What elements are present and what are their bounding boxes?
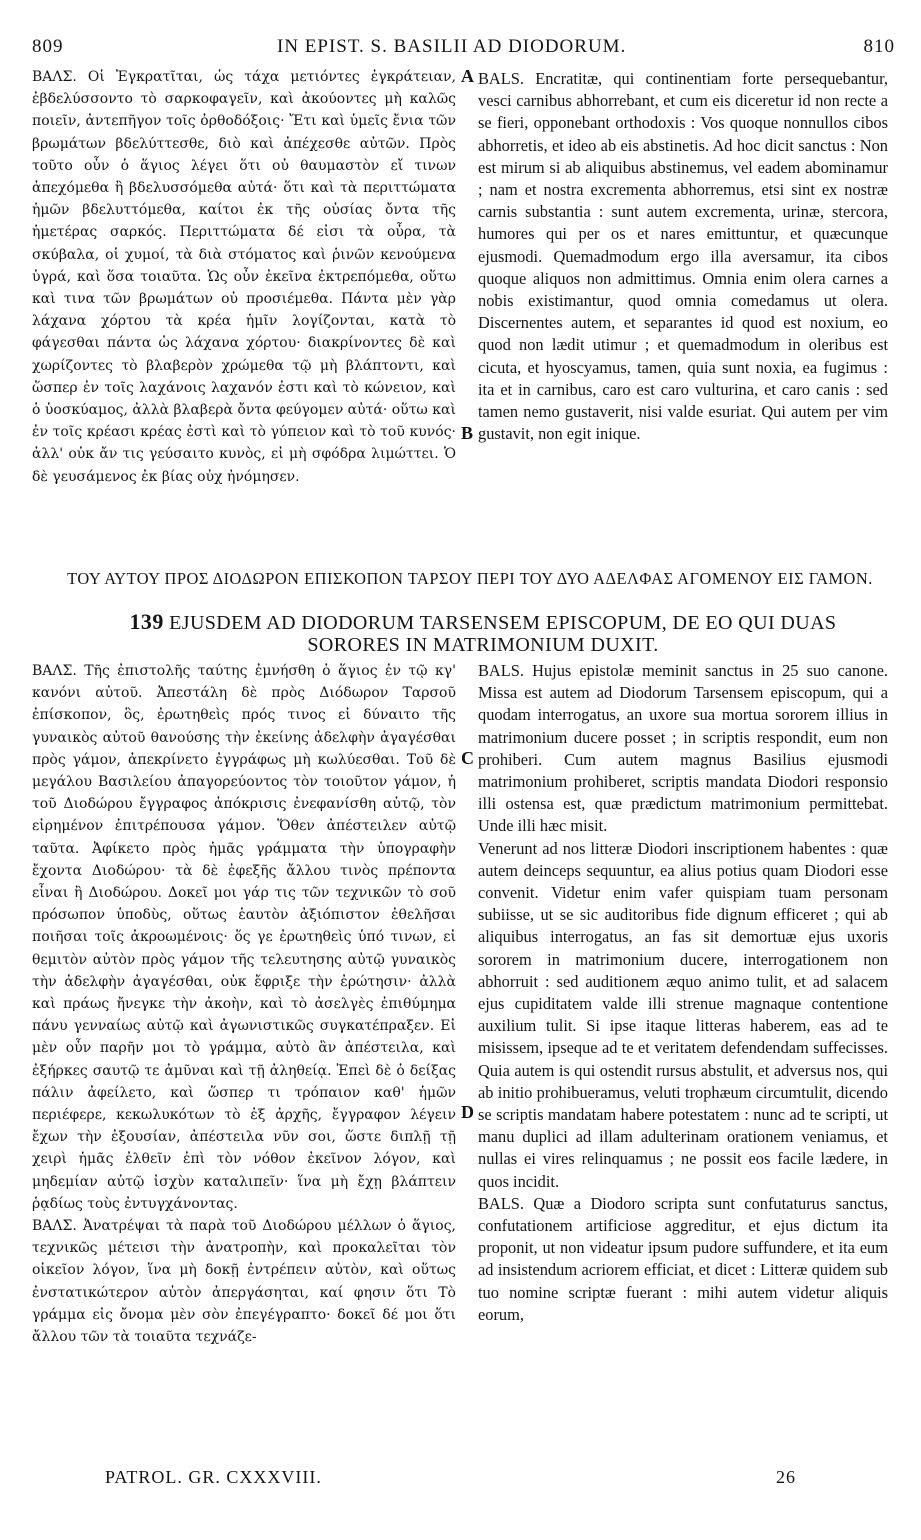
latin-paragraph: Venerunt ad nos litteræ Diodori inscriptionem habentes : quæ autem deinceps sequuntur, ea alius potius quam Diodori esse convenit. Videtur enim vafer quispiam tuam personam subiisse, ut se sic auditoribus fide dignum efficeret ; qui ab aliquibus interrogatus, an fas sit demortuæ ejus uxoris sororem in matrimonium ducere, interrogationem non abhorruit : sed auditionem æquo animo tulit, et ad salacem ejus cupiditatem valde illi strenue magnaque contentione auxilium tulit. Si ipse itaque litteras haberem, eas ad te misissem, ipseque ad te et veritatem defendendam suffecisses. Quia autem is qui ostendit rursus abstulit, et adversus nos, qui ab initio prohibueramus, veluti trophæum circumtulit, dicendo se scriptis mandatam habere potestatem : nunc ad te scripti, ut manu duplici ad illam adulterinam orationem veniamus, et nullas ei vires relinquamus ; ne possit eos facile lædere, in quos incidit.: [478, 838, 888, 1191]
greek-paragraph: ΒΑΛΣ. Τῆς ἐπιστολῆς ταύτης ἐμνήσθη ὁ ἅγιος ἐν τῷ κγ' κανόνι αὐτοῦ. Ἀπεστάλη δὲ πρὸς Διόδωρον Ταρσοῦ ἐπίσκοπον, ὃς, ἐρωτηθεὶς πρός τινος εἰ δύναιτο τῆς γυναικὸς αὐτοῦ θανούσης τὴν ἐκείνης ἀδελφὴν ἀγαγέσθαι πρὸς γάμον, ἀπεκρίνετο ἐγγράφως μὴ κωλύεσθαι. Τοῦ δὲ μεγάλου Βασιλείου ἀπαγορεύοντος τὸν τοιοῦτον γάμον, ἡ τοῦ Διοδώρου ἔγγραφος ἀπόκρισις ἐνεφανίσθη αὐτῷ, τὸν εἰρημένον ἐπιτρέπουσα γάμον. Ὅθεν ἀπέστειλεν αὐτῷ ταῦτα. Ἀφίκετο πρὸς ἡμᾶς γράμματα τὴν ὑπογραφὴν ἔχοντα Διοδώρου· τὰ δὲ ἐφεξῆς ἄλλου τινὸς πρέποντα εἶναι ἢ Διοδώρου. Δοκεῖ μοι γάρ τις τῶν τεχνικῶν τὸ σοῦ πρόσωπον ὑποδὺς, οὕτως ἑαυτὸν ἀξιόπιστον ἐθελῆσαι ποιῆσαι τοῖς ἀκροωμένοις· ὅς γε ἐρωτηθεὶς ὑπό τινων, εἰ θεμιτὸν αὐτὸν πρὸς γάμον τῆς τελευτησης αὐτῷ γυναικὸς τὴν ἀδελφὴν ἀγαγέσθαι, οὐκ ἔφριξε τὴν ἐρώτησιν· ἀλλὰ καὶ πράως ἤνεγκε τὴν ἀκοὴν, καὶ τὸ ἀσελγὲς ἐπιθύμημα πάνυ γενναίως αὐτῷ καὶ ἀγωνιστικῶς συγκατέπραξεν. Εἰ μὲν οὖν παρῆν μοι τὸ γράμμα, αὐτὸ ἂν ἀπέστειλα, καὶ ἐξήρκες σαυτῷ τε ἀμῦναι καὶ τῇ ἀληθείᾳ. Ἐπεὶ δὲ ὁ δείξας πάλιν ἀφείλετο, καὶ ὥσπερ τι τρόπαιον καθ' ἡμῶν περιέφερε, κεκωλυκότων τὸ ἐξ ἀρχῆς, ἔγγραφον λέγειν ἔχων τὴν ἐξουσίαν, ἀπέστειλα νῦν σοι, ὥστε διπλῇ τῇ χειρὶ ἡμᾶς ἐλθεῖν ἐπὶ τὸν νόθον ἐκεῖνον λόγον, καὶ μηδεμίαν αὐτῷ ἰσχὺν καταλιπεῖν· ἵνα μὴ ἔχῃ βλάπτειν ῥᾳδίως τοὺς ἐντυγχάνοντας.: [32, 663, 456, 1212]
page-number-left: 809: [32, 36, 64, 57]
margin-letter-a: A: [461, 66, 474, 86]
footer-signature-number: 26: [776, 1467, 796, 1487]
greek-paragraph: ΒΑΛΣ. Ἀνατρέψαι τὰ παρὰ τοῦ Διοδώρου μέλλων ὁ ἅγιος, τεχνικῶς μέτεισι τὴν ἀνατροπὴν, καὶ προκαλεῖται τὸν οἰκεῖον λόγον, ἵνα μὴ δοκῇ ἐντρέπειν αὐτὸν, καὶ οὕτως ἐνστατικώτερον αὐτὸν ἀπεργάσηται, καί φησιν ὅτι Τὸ γράμμα εἰς ὄνομα μὲν σὸν ἐπεγέγραπτο· δοκεῖ δέ μοι ὅτι ἄλλου τῶν τὰ τοιαῦτα τεχνάζε-: [32, 1218, 456, 1346]
latin-column-top: [478, 68, 888, 445]
running-head: [32, 36, 895, 62]
latin-paragraph: BALS. Quæ a Diodoro scripta sunt confutaturus sanctus, confutationem artificiose aggreditur, et ejus dictum ita proponit, ut non videatur ipsum pudore suffundere, et ita eum ad insistendum acriorem efficiat, et dicet : Litteræ quidem sub tuo nomine scriptæ fuerant : mihi autem videtur aliquis eorum,: [478, 1193, 888, 1324]
letter-number: 139: [129, 609, 164, 634]
latin-paragraph: BALS. Hujus epistolæ meminit sanctus in 25 suo canone. Missa est autem ad Diodorum Tarsensem episcopum, qui a quodam interrogatus, an uxore sua mortua sororem illius in matrimonium ducere posset ; in scriptis respondit, eum non prohiberi. Cum autem magnus Basilius ejusmodi matrimonium prohiberet, scriptis mandata Diodori responsio illi ostensa est, quæ prædictum matrimonium permittebat. Unde illi hæc misit.: [478, 661, 888, 836]
greek-paragraph: ΒΑΛΣ. Οἱ Ἐγκρατῖται, ὡς τάχα μετιόντες ἐγκράτειαν, ἐβδελύσσοντο τὸ σαρκοφαγεῖν, καὶ ἀκούοντες μὴ καλῶς ποιεῖν, ἀντεπῆγον τοῖς ὀρθοδόξοις· Ἔτι καὶ ὑμεῖς ἔνια τῶν βρωμάτων βδελύττεσθε, διὸ καὶ ἀπέχεσθε αὐτῶν. Πρὸς τοῦτο οὖν ὁ ἅγιος λέγει ὅτι οὐ θαυμαστὸν εἴ τινων ἀπεχόμεθα ἢ βδελυσσόμεθα αὐτά· ὅτι καὶ τὰ περιττώματα ἡμῶν βδελυττόμεθα, καίτοι ἐκ τῆς οὐσίας ὄντα τῆς ἡμετέρας σαρκός. Περιττώματα δέ εἰσι τὰ οὖρα, τὰ σκύβαλα, οἱ χυμοί, τὰ διὰ στόματος καὶ ῥινῶν κενούμενα ὑγρά, καὶ ὅσα τοιαῦτα. Ὡς οὖν ἐκεῖνα ἐκτρεπόμεθα, οὕτω καὶ τινα τῶν βρωμάτων οὐ προσιέμεθα. Πάντα μὲν γὰρ λάχανα χόρτου τὰ κρέα ἡμῖν λογίζονται, κατὰ τὸ φάγεσθαι πάντα ὡς λάχανα χόρτου· διακρίνοντες δὲ καὶ χωρίζοντες τὸ βλαβερὸν χρώμεθα τῷ μὴ βλάπτοντι, καὶ ὥσπερ ἐν τοῖς λαχάνοις λαχανόν ἐστι καὶ τὸ κώνειον, καὶ ὁ ὑοσκύαμος, ἀλλὰ βλαβερὰ ὄντα φεύγομεν αὐτά· οὕτω καὶ ἐν τοῖς κρέασι κρέας ἐστὶ καὶ τὸ γύπειον καὶ τὸ τοῦ κυνός· ἀλλ' οὐκ ἄν τις γεύσαιτο κυνὸς, εἰ μὴ σφόδρα λιμώττει. Ὁ δὲ γευσάμενος ἐκ βίας οὐχ ἠνόμησεν.: [32, 69, 456, 485]
margin-letter-c: C: [461, 748, 474, 768]
greek-column-bottom: [32, 660, 456, 1348]
latin-column-bottom: [478, 660, 888, 1326]
greek-letter-title: ΤΟΥ ΑΥΤΟΥ ΠΡΟΣ ΔΙΟΔΩΡΟΝ ΕΠΙΣΚΟΠΟΝ ΤΑΡΣΟΥ ΠΕΡΙ ΤΟΥ ΔΥΟ ΑΔΕΛΦΑΣ ΑΓΟΜΕΝΟΥ ΕΙΣ ΓΑΜΟΝ.: [67, 569, 873, 588]
margin-letter-d: D: [461, 1102, 474, 1122]
latin-paragraph: BALS. Encratitæ, qui continentiam forte persequebantur, vesci carnibus abhorrebant, et cum eis diceretur id non recte a se fieri, opponebant orthodoxis : Vos quoque nonnullos cibos abhorretis, et ideo ab eis abstinetis. Ad hoc dicit sanctus : Non est mirum si ab aliquibus abstinemus, vel eadem abominamur ; nam et nostra excrementa abhorremus, etsi sint ex nostræ carnis substantia : sunt autem excrementa, urinæ, stercora, humores qui per os et nares emittuntur, et quæcunque ejusmodi. Quemadmodum ergo illa aversamur, ita cibos quoque aliquos non admittimus. Omnia enim olera carnes a nobis existimantur, quod omnia comedamus ut olera. Discernentes autem, et separantes id quod est noxium, eo quod non lædit utimur ; et quemadmodum in oleribus est cicuta, et hyoscyamus, tamen, quia sunt noxia, ea fugimus : ita et in carnibus, caro est caro vulturina, et caro canis : sed tamen nemo gustaverit, nisi valde esuriat. Qui autem per vim gustavit, non egit inique.: [478, 69, 888, 444]
greek-column-top: [32, 66, 456, 488]
latin-letter-title-text: EJUSDEM AD DIODORUM TARSENSEM EPISCOPUM, DE EO QUI DUAS SORORES IN MATRIMONIUM DUXIT.: [169, 612, 837, 656]
margin-letter-b: B: [461, 423, 474, 443]
running-title: IN EPIST. S. BASILII AD DIODORUM.: [277, 36, 627, 57]
footer-series-title: PATROL. GR. CXXXVIII.: [105, 1467, 322, 1487]
page-number-right: 810: [863, 36, 895, 57]
latin-letter-title: [88, 611, 878, 656]
